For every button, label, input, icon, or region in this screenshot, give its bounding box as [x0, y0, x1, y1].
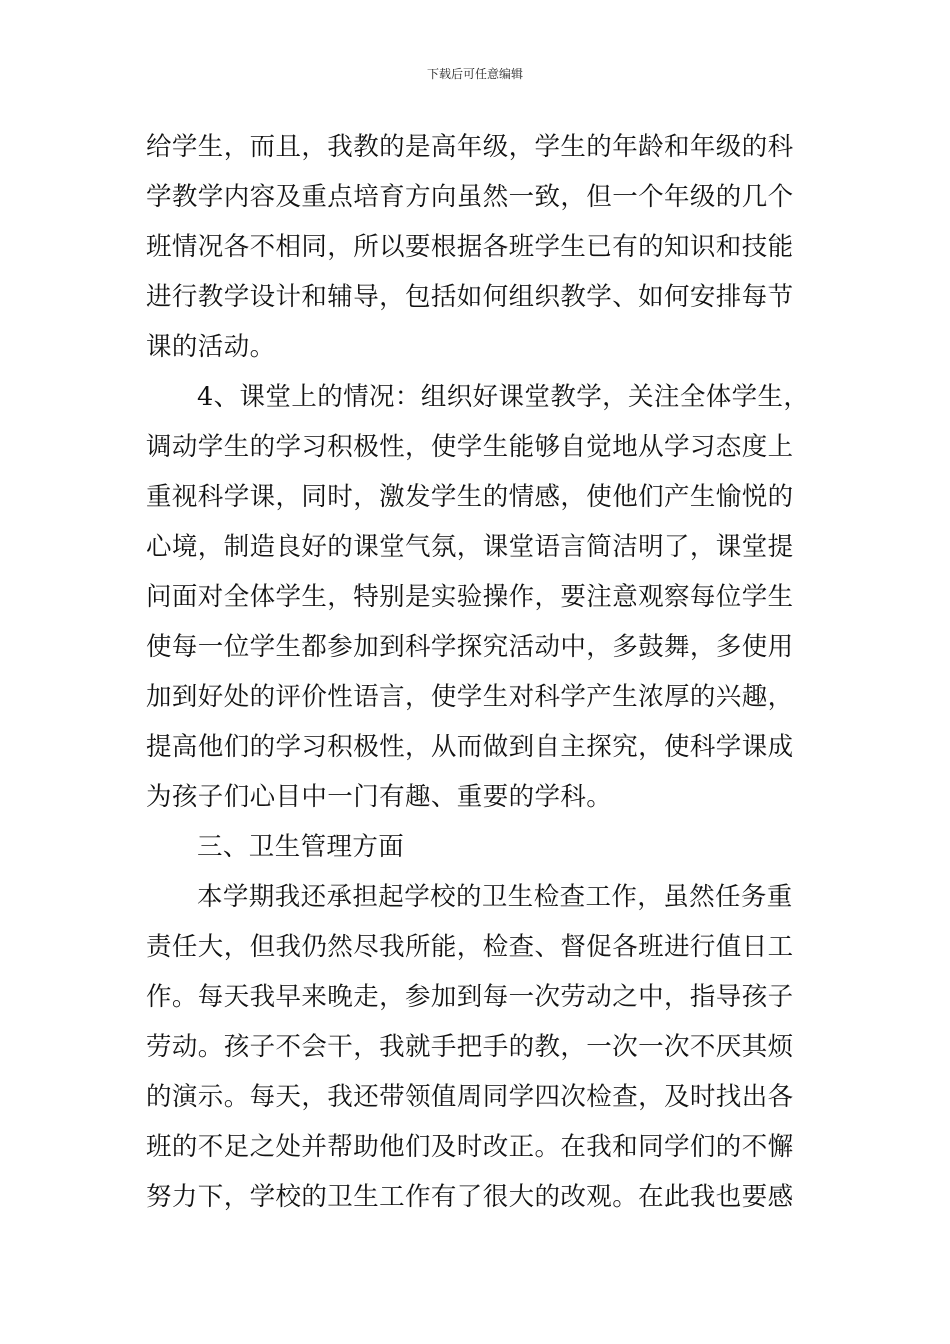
- paragraph-line: 进行教学设计和辅导，包括如何组织教学、如何安排每节: [146, 282, 794, 312]
- paragraph-line: 给学生，而且，我教的是高年级，学生的年龄和年级的科: [146, 132, 794, 162]
- paragraph-line: 的演示。每天，我还带领值周同学四次检查，及时找出各: [146, 1082, 794, 1112]
- paragraph-first-line: 4、课堂上的情况：组织好课堂教学，关注全体学生，: [197, 382, 810, 412]
- section-heading: 三、卫生管理方面: [197, 832, 405, 862]
- paragraph-line: 使每一位学生都参加到科学探究活动中，多鼓舞，多使用: [146, 632, 794, 662]
- paragraph-line: 班的不足之处并帮助他们及时改正。在我和同学们的不懈: [146, 1132, 794, 1162]
- paragraph-line: 劳动。孩子不会干，我就手把手的教，一次一次不厌其烦: [146, 1032, 794, 1062]
- page-header: 下载后可任意编辑: [426, 67, 523, 81]
- paragraph-line: 为孩子们心目中一门有趣、重要的学科。: [146, 782, 613, 812]
- paragraph-line: 作。每天我早来晚走，参加到每一次劳动之中，指导孩子: [146, 982, 794, 1012]
- paragraph-line: 心境，制造良好的课堂气氛，课堂语言简洁明了，课堂提: [146, 532, 794, 562]
- paragraph-line: 调动学生的学习积极性，使学生能够自觉地从学习态度上: [146, 432, 794, 462]
- paragraph-line: 责任大，但我仍然尽我所能，检查、督促各班进行值日工: [146, 932, 794, 962]
- paragraph-line: 课的活动。: [146, 332, 276, 362]
- paragraph-first-line: 本学期我还承担起学校的卫生检查工作，虽然任务重: [197, 882, 793, 912]
- paragraph-line: 提高他们的学习积极性，从而做到自主探究，使科学课成: [146, 732, 794, 762]
- paragraph-line: 努力下，学校的卫生工作有了很大的改观。在此我也要感: [146, 1182, 794, 1212]
- paragraph-line: 学教学内容及重点培育方向虽然一致，但一个年级的几个: [146, 182, 794, 212]
- paragraph-line: 班情况各不相同，所以要根据各班学生已有的知识和技能: [146, 232, 794, 262]
- paragraph-line: 重视科学课，同时，激发学生的情感，使他们产生愉悦的: [146, 482, 794, 512]
- paragraph-line: 问面对全体学生，特别是实验操作，要注意观察每位学生: [146, 582, 794, 612]
- document-body: [146, 122, 826, 1222]
- paragraph-line: 加到好处的评价性语言，使学生对科学产生浓厚的兴趣，: [146, 682, 794, 712]
